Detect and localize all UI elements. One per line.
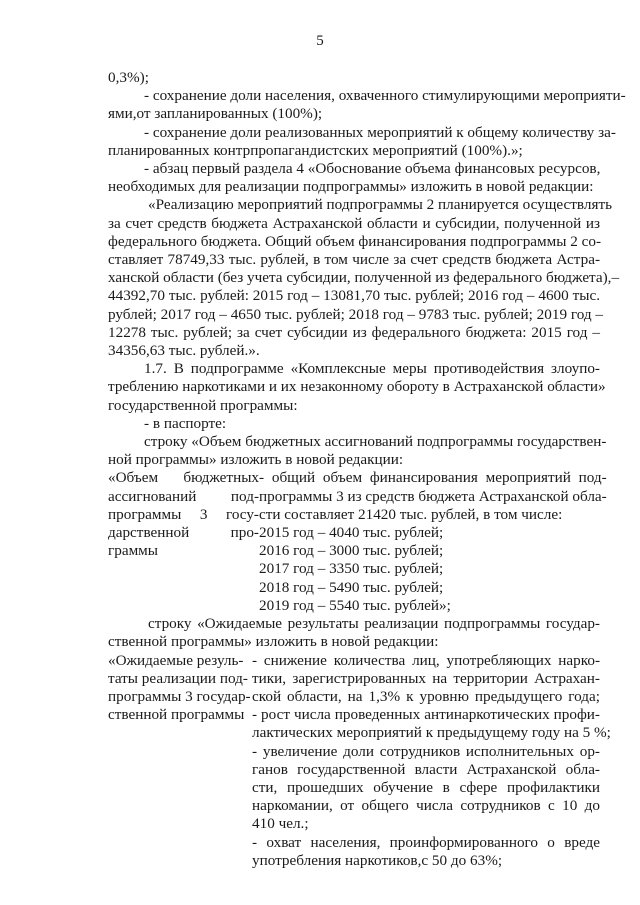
- document-body: [108, 69, 626, 870]
- text-line: ями,от запланированных (100%);: [108, 105, 323, 123]
- text-line: планированных контрпропагандистских мероприятий (100%).»;: [108, 141, 523, 159]
- text-line: рублей; 2017 год – 4650 тыс. рублей; 2018 год – 9783 тыс. рублей; 2019 год –: [108, 305, 603, 323]
- text-line: государственной программы:: [108, 396, 298, 414]
- results-table-label: «Ожидаемые резуль- таты реализации под- программы 3 государ- ственной программы: [108, 651, 251, 724]
- text-line: необходимых для реализации подпрограммы» изложить в новой редакции:: [108, 178, 594, 196]
- text-line: - сохранение доли населения, охваченного стимулирующими мероприяти-: [144, 87, 626, 105]
- text-line: ной программы» изложить в новой редакции:: [108, 451, 404, 469]
- text-line: за счет средств бюджета Астраханской области и субсидии, полученной из: [108, 214, 600, 232]
- text-line: строку «Объем бюджетных ассигнований подпрограммы государствен-: [144, 433, 607, 451]
- text-line: 34356,63 тыс. рублей.».: [108, 342, 260, 360]
- text-line: 44392,70 тыс. рублей: 2015 год – 13081,70 тыс. рублей; 2016 год – 4600 тыс.: [108, 287, 600, 305]
- budget-table: [108, 469, 607, 615]
- budget-table-content: - общий объем финансирования мероприятий под- программы 3 из средств бюджета Астраханской обла- сти составляет 21420 тыс. рублей, в том числе: 2015 год – 4040 тыс. рублей; 2016 год – 3000 тыс. рублей; 2017 год – 3350 тыс. рублей; 2018 год – 5490 тыс. рублей; 2019 год – 5540 тыс. рублей»;: [259, 469, 607, 614]
- text-line: - сохранение доли реализованных мероприятий к общему количеству за-: [144, 123, 616, 141]
- text-line: 12278 тыс. рублей; за счет субсидии из федерального бюджета: 2015 год –: [108, 323, 600, 341]
- text-line: ставляет 78749,33 тыс. рублей, в том числе за счет средств бюджета Астра-: [108, 251, 600, 269]
- text-line: 1.7. В подпрограмме «Комплексные меры противодействия злоупо-: [144, 360, 600, 378]
- text-line: 0,3%);: [108, 69, 149, 86]
- text-line: треблению наркотиками и их незаконному обороту в Астраханской области»: [108, 378, 606, 396]
- text-line: «Реализацию мероприятий подпрограммы 2 планируется осуществлять: [148, 196, 613, 214]
- text-line: строку «Ожидаемые результаты реализации подпрограммы государ-: [148, 615, 600, 633]
- text-line: ственной программы» изложить в новой редакции:: [108, 633, 439, 651]
- results-table: [108, 651, 611, 870]
- page-number: 5: [316, 33, 324, 49]
- text-line: ханской области (без учета субсидии, полученной из федерального бюджета),–: [108, 269, 620, 287]
- results-table-content: - снижение количества лиц, употребляющих нарко- тики, зарегистрированных на территории Астрахан- ской области, на 1,3% к уровню предыдущего года; - рост числа проведенных антинаркотических профи- лактических мероприятий к предыдущему году на 5 %; - увеличение доли сотрудников исполнительных ор- ганов государственной власти Астраханской обла- сти, прошедших обучение в сфере профилактики наркомании, от общего числа сотрудников с 10 до 410 чел.; - охват населения, проинформированного о вреде употребления наркотиков,с 50 до 63%;: [252, 651, 611, 869]
- text-line: федерального бюджета. Общий объем финансирования подпрограммы 2 со-: [108, 232, 602, 250]
- text-line: - абзац первый раздела 4 «Обоснование объема финансовых ресурсов,: [144, 160, 601, 178]
- budget-table-label: «Объем бюджетных ассигнований под- программы 3 госу- дарственной про- граммы: [108, 469, 259, 560]
- text-line: - в паспорте:: [144, 414, 227, 432]
